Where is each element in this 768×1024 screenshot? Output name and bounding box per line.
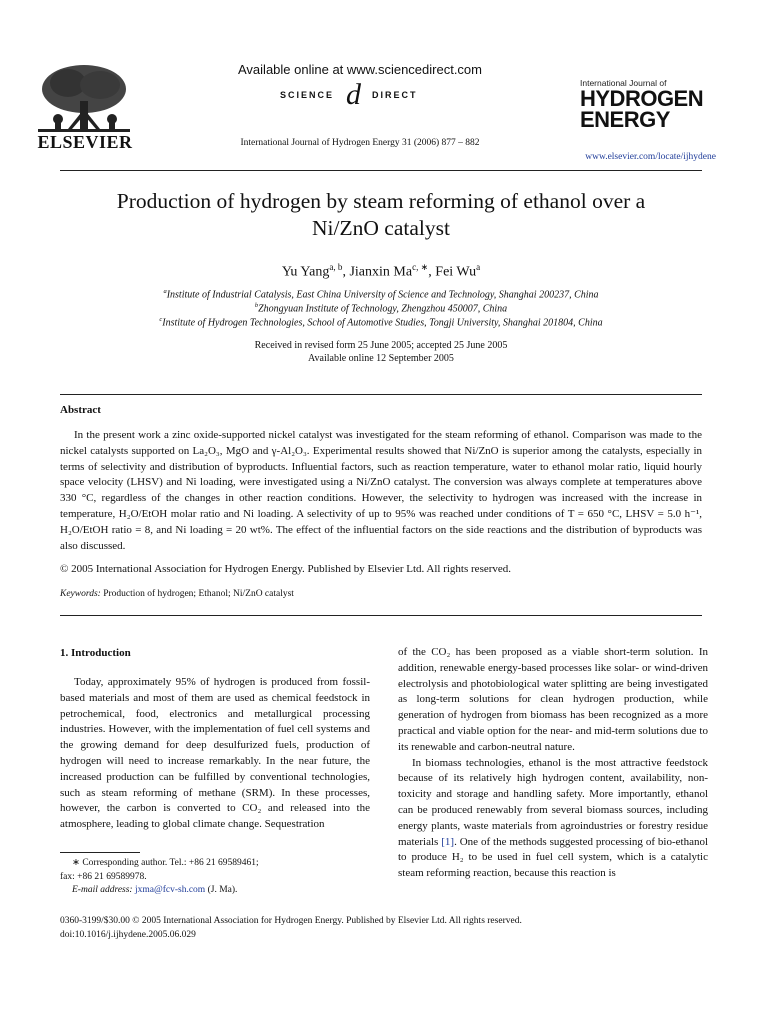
abstract-bottom-divider bbox=[60, 615, 702, 616]
abstract-top-divider bbox=[60, 394, 702, 395]
issn-line: 0360-3199/$30.00 © 2005 International Association for Hydrogen Energy. Published by Elsevier Ltd. All rights reserved. bbox=[60, 916, 522, 926]
section-heading-introduction: 1. Introduction bbox=[60, 647, 131, 659]
abstract-heading: Abstract bbox=[60, 404, 101, 416]
affiliation-b bbox=[60, 302, 702, 314]
available-online-text: Available online at www.sciencedirect.com bbox=[238, 62, 482, 77]
keywords-line bbox=[60, 589, 702, 599]
author-sup: a bbox=[476, 262, 481, 272]
abstract-copyright: © 2005 International Association for Hydrogen Energy. Published by Elsevier Ltd. All rights reserved. bbox=[60, 563, 512, 575]
paragraph-text: In biomass technologies, ethanol is the most attractive feedstock because of its relatively high hydrogen content, availability, non-toxicity and storage and handling safety. More importantly, ethanol can be produced renewably from several biomass sources, including energy plants, waste materials from agroindustries or forestry residue materials bbox=[398, 756, 708, 848]
abstract-body bbox=[60, 428, 702, 554]
journal-logo-small: International Journal of bbox=[580, 78, 667, 88]
keywords-label: Keywords: bbox=[60, 589, 101, 599]
left-column bbox=[60, 675, 370, 833]
available-date: Available online 12 September 2005 bbox=[308, 353, 454, 364]
journal-logo bbox=[580, 78, 720, 130]
affiliation-sup: b bbox=[254, 302, 259, 309]
sciencedirect-d-icon: d bbox=[346, 78, 361, 111]
reference-link[interactable]: [1] bbox=[441, 835, 455, 848]
footnote-divider bbox=[60, 852, 140, 853]
author-sup: a, b bbox=[329, 262, 343, 272]
email-suffix: (J. Ma). bbox=[207, 885, 238, 895]
affiliation-text: Institute of Hydrogen Technologies, School of Automotive Studies, Tongji University, Shanghai 201804, China bbox=[162, 317, 603, 329]
email-label: E-mail address: bbox=[72, 885, 133, 895]
article-title bbox=[60, 188, 702, 242]
author-sup: c, ∗ bbox=[412, 262, 429, 272]
author-name: Fei Wu bbox=[435, 264, 477, 280]
sciencedirect-logo bbox=[280, 78, 440, 112]
sciencedirect-right: DIRECT bbox=[372, 90, 418, 100]
affiliation-c bbox=[60, 316, 702, 328]
publisher-name: ELSEVIER bbox=[37, 132, 133, 152]
intro-paragraph-2 bbox=[398, 756, 708, 882]
email-link[interactable]: jxma@fcv-sh.com bbox=[134, 885, 206, 895]
affiliation-text: Zhongyuan Institute of Technology, Zhengzhou 450007, China bbox=[258, 303, 508, 315]
page-footer bbox=[60, 915, 702, 942]
affiliation-sup: a bbox=[163, 288, 167, 295]
keywords-text: Production of hydrogen; Ethanol; Ni/ZnO catalyst bbox=[103, 589, 294, 599]
title-line-2: Ni/ZnO catalyst bbox=[312, 216, 450, 240]
affiliation-a bbox=[60, 288, 702, 300]
corresponding-author-footnote bbox=[60, 857, 370, 898]
right-column bbox=[398, 645, 708, 882]
footnote-line: ∗ Corresponding author. Tel.: +86 21 69589461; bbox=[72, 858, 259, 868]
intro-paragraph-continued: of the CO₂ has been proposed as a viable short-term solution. In addition, renewable energy-based processes like solar- or wind-driven electrolysis and photobiological water splitting are being investigated as long-term solutions for clean hydrogen production, while generation of hydrogen from biomass has been recognized as a more practical and viable option for the near- and mid-term solutions due to its renewable and carbon-neutral nature. bbox=[398, 646, 708, 753]
sciencedirect-left: SCIENCE bbox=[280, 90, 335, 100]
journal-url-link[interactable]: www.elsevier.com/locate/ijhydene bbox=[585, 152, 716, 162]
doi-line: doi:10.1016/j.ijhydene.2005.06.029 bbox=[60, 929, 196, 940]
author-name: Yu Yang bbox=[281, 264, 330, 280]
journal-logo-line1: HYDROGEN bbox=[580, 86, 704, 111]
abstract-text: In the present work a zinc oxide-supported nickel catalyst was investigated for the steam reforming of ethanol. Comparison was made to the nickel catalysts supported on La₂O₃, MgO and γ-Al₂O₃. Experimental results showed that Ni/ZnO is superior among the catalysts, especially in terms of selectivity and distribution of byproducts. Influential factors, such as reaction temperature, water to ethanol molar ratio, liquid hourly space velocity (LHSV) and Ni loading, were investigated using a Ni/ZnO catalyst. The conversion was always complete at temperatures above 330 °C, regardless of the changes in other reaction conditions. However, the selectivity to hydrogen was increased with the increase in temperature, H₂O/EtOH molar ratio and Ni loading. A selectivity of up to 95% was reached under conditions of T = 650 °C, LHSV = 5.0 h⁻¹, H₂O/EtOH ratio = 8, and Ni loading = 20 wt%. The effect of the influential factors on the side reactions and the distribution of byproducts was also discussed. bbox=[60, 429, 702, 552]
footnote-email-line bbox=[60, 884, 370, 898]
title-line-1: Production of hydrogen by steam reforming of ethanol over a bbox=[116, 189, 646, 213]
intro-paragraph: Today, approximately 95% of hydrogen is produced from fossil-based materials and most of them are used as chemical feedstock in petrochemical, food, electronics and metallurgical processing industries. However, with the implementation of fuel cell systems and the growing demand for deep desulfurized fuels, production of hydrogen will need to increase remarkably. In the near future, the increased production can be fulfilled by conventional technologies, such as steam reforming of methane (SRM). In these processes, however, the carbon is converted to CO₂ and released into the atmosphere, leading to global climate change. Sequestration bbox=[60, 676, 370, 831]
journal-logo-line2: ENERGY bbox=[580, 107, 670, 132]
paragraph-text: . One of the methods suggested processing of bio-ethanol to produce H₂ to be used in fuel cell system, which is a catalytic steam reforming reaction, because this reaction is bbox=[398, 835, 709, 880]
header-divider bbox=[60, 170, 702, 171]
affiliation-text: Institute of Industrial Catalysis, East China University of Science and Technology, Shanghai 200237, China bbox=[166, 289, 599, 301]
journal-citation: International Journal of Hydrogen Energy 31 (2006) 877 – 882 bbox=[240, 138, 480, 148]
affiliation-sup: c bbox=[159, 316, 163, 323]
author-list: Yu Yang$^{a, b}$, Jianxin $Ma^{c, ∗}$, Fei Wu$^a$ bbox=[281, 262, 481, 280]
footnote-line: fax: +86 21 69589978. bbox=[60, 871, 147, 882]
received-dates: Received in revised form 25 June 2005; accepted 25 June 2005 bbox=[254, 340, 508, 351]
author-name: Jianxin Ma bbox=[349, 264, 413, 280]
